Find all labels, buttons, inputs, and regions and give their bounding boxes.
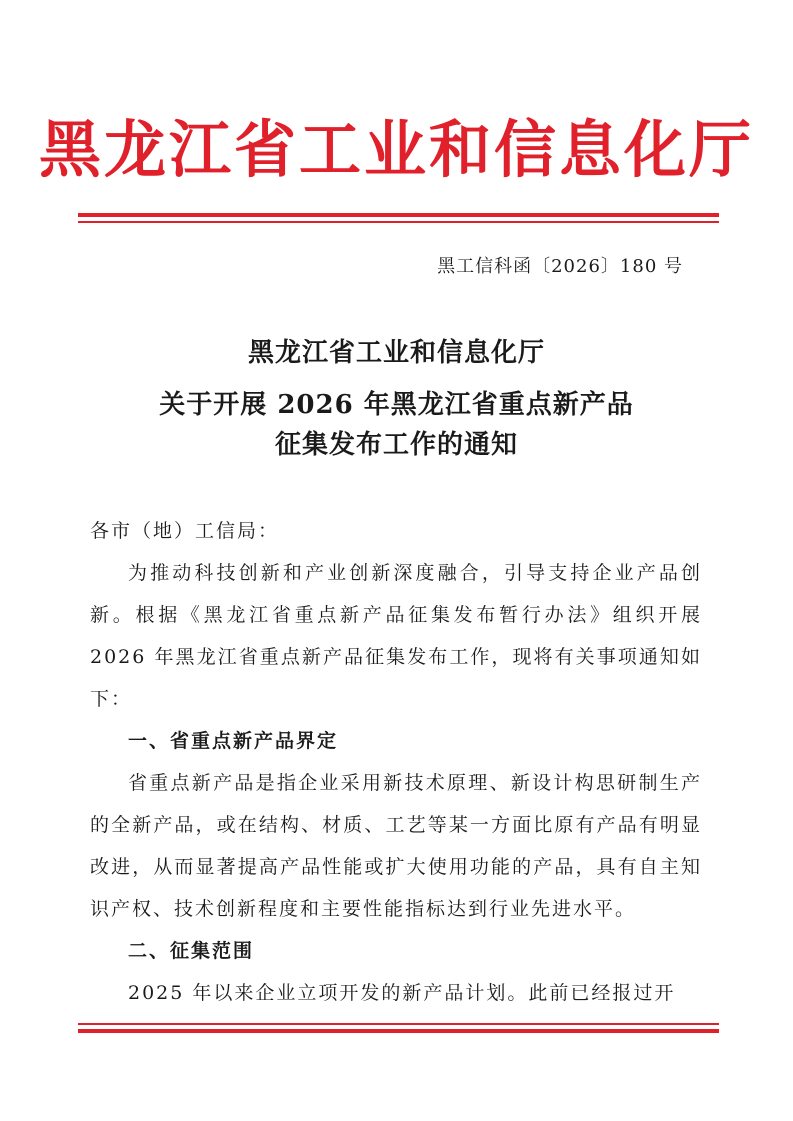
- title-line-3: 征集发布工作的通知: [274, 430, 518, 460]
- footer-rule-thin: [78, 1023, 719, 1025]
- section-2-heading: 二、征集范围: [128, 940, 255, 962]
- organization-header: 黑龙江省工业和信息化厅: [38, 113, 754, 186]
- document-body: [90, 510, 702, 1014]
- title-line-2: 关于开展 2026 年黑龙江省重点新产品: [159, 390, 634, 420]
- title-line-1: 黑龙江省工业和信息化厅: [247, 338, 545, 368]
- section-2-paragraph: 2025 年以来企业立项开发的新产品计划。此前已经报过开: [128, 982, 676, 1004]
- intro-paragraph: 为推动科技创新和产业创新深度融合，引导支持企业产品创新。根据《黑龙江省重点新产品征集发布暂行办法》组织开展 2026 年黑龙江省重点新产品征集发布工作，现将有关事项通知如下：: [90, 562, 702, 710]
- header-rule-thin: [78, 221, 719, 223]
- section-1-paragraph: 省重点新产品是指企业采用新技术原理、新设计构思研制生产的全新产品，或在结构、材质、工艺等某一方面比原有产品有明显改进，从而显著提高产品性能或扩大使用功能的产品，具有自主知识产权、技术创新程度和主要性能指标达到行业先进水平。: [90, 772, 702, 920]
- footer-rule-thick: [78, 1029, 719, 1033]
- section-1-heading: 一、省重点新产品界定: [128, 730, 339, 752]
- salutation: 各市（地）工信局：: [90, 520, 280, 542]
- document-number: 黑工信科函〔2026〕180 号: [437, 256, 683, 277]
- header-rule-thick: [78, 213, 719, 217]
